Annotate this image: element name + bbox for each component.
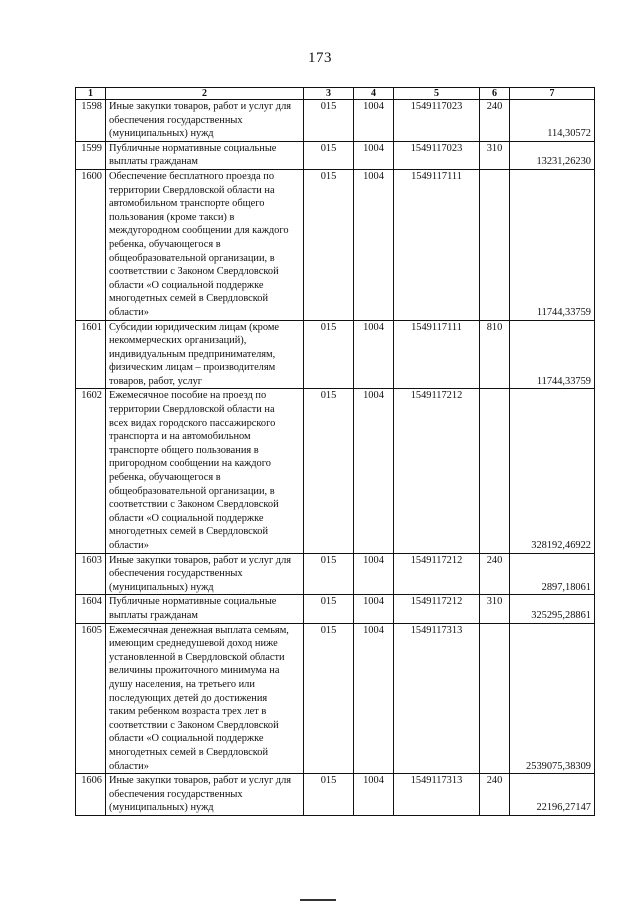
row-section-code: 1004	[354, 553, 394, 595]
row-name-line: области»	[109, 760, 149, 772]
row-name-line: (муниципальных) нужд	[109, 802, 214, 814]
row-name	[106, 623, 304, 774]
row-amount: 13231,26230	[510, 141, 595, 169]
row-expense-type	[480, 623, 510, 774]
row-number: 1600	[76, 169, 106, 320]
row-expense-type: 810	[480, 320, 510, 389]
table-row	[76, 141, 595, 169]
table-row	[76, 623, 595, 774]
row-name	[106, 389, 304, 553]
row-name-line: области «О социальной поддержке	[109, 279, 264, 291]
row-name-line: физическим лицам – производителям	[109, 362, 276, 374]
row-amount: 11744,33759	[510, 169, 595, 320]
row-target-code: 1549117212	[394, 553, 480, 595]
row-name-line: всех видах городского пассажирского	[109, 417, 276, 429]
table-row	[76, 169, 595, 320]
row-name-line: (муниципальных) нужд	[109, 128, 214, 140]
row-name-line: транспорта и на автомобильном	[109, 431, 251, 443]
table-row	[76, 595, 595, 623]
row-name-line: общеобразовательной организации, в	[109, 485, 275, 497]
row-section-code: 1004	[354, 100, 394, 142]
row-section-code: 1004	[354, 595, 394, 623]
row-amount: 325295,28861	[510, 595, 595, 623]
row-name	[106, 169, 304, 320]
row-name-line: обеспечения государственных	[109, 568, 243, 580]
table-row	[76, 774, 595, 816]
row-section-code: 1004	[354, 774, 394, 816]
row-name-line: имеющим среднедушевой доход ниже	[109, 638, 278, 650]
row-name-line: Иные закупки товаров, работ и услуг для	[109, 775, 292, 787]
row-name-line: области «О социальной поддержке	[109, 733, 264, 745]
col-header-6: 6	[480, 88, 510, 100]
row-name-line: транспорте общего пользования в	[109, 444, 259, 456]
row-section-code: 1004	[354, 389, 394, 553]
row-section-code: 1004	[354, 141, 394, 169]
row-amount: 2897,18061	[510, 553, 595, 595]
row-expense-type: 240	[480, 100, 510, 142]
row-name	[106, 553, 304, 595]
row-name	[106, 100, 304, 142]
row-number: 1601	[76, 320, 106, 389]
col-header-2: 2	[106, 88, 304, 100]
row-number: 1602	[76, 389, 106, 553]
row-number: 1604	[76, 595, 106, 623]
row-target-code: 1549117212	[394, 389, 480, 553]
row-name	[106, 595, 304, 623]
row-target-code: 1549117313	[394, 774, 480, 816]
row-name-line: (муниципальных) нужд	[109, 581, 214, 593]
row-name-line: величины прожиточного минимума на	[109, 665, 280, 677]
col-header-4: 4	[354, 88, 394, 100]
table-row	[76, 389, 595, 553]
row-expense-type: 310	[480, 141, 510, 169]
row-expense-type	[480, 169, 510, 320]
row-name-line: обеспечения государственных	[109, 788, 243, 800]
row-name-line: территории Свердловской области на	[109, 184, 275, 196]
row-target-code: 1549117023	[394, 141, 480, 169]
row-number: 1599	[76, 141, 106, 169]
row-name-line: некоммерческих организаций),	[109, 335, 247, 347]
row-name-line: пригородном сообщении на каждого	[109, 458, 271, 470]
row-target-code: 1549117023	[394, 100, 480, 142]
col-header-5: 5	[394, 88, 480, 100]
row-name-line: многодетных семей в Свердловской	[109, 746, 269, 758]
row-expense-type: 240	[480, 774, 510, 816]
row-amount: 328192,46922	[510, 389, 595, 553]
row-name-line: индивидуальным предпринимателям,	[109, 348, 276, 360]
row-name-line: Субсидии юридическим лицам (кроме	[109, 321, 280, 333]
row-name-line: автомобильном транспорте общего	[109, 198, 265, 210]
row-name-line: Публичные нормативные социальные	[109, 142, 277, 154]
row-name-line: соответствии с Законом Свердловской	[109, 499, 279, 511]
row-expense-type: 310	[480, 595, 510, 623]
row-expense-type	[480, 389, 510, 553]
table-row	[76, 553, 595, 595]
row-name-line: Иные закупки товаров, работ и услуг для	[109, 101, 292, 112]
row-name	[106, 320, 304, 389]
row-name-line: территории Свердловской области на	[109, 404, 275, 416]
row-name-line: Иные закупки товаров, работ и услуг для	[109, 554, 292, 566]
row-name-line: обеспечения государственных	[109, 114, 243, 126]
page-number: 173	[308, 50, 332, 66]
col-header-3: 3	[304, 88, 354, 100]
row-ministry-code: 015	[304, 774, 354, 816]
row-target-code: 1549117212	[394, 595, 480, 623]
header-row	[76, 88, 595, 100]
row-name-line: Ежемесячная денежная выплата семьям,	[109, 624, 289, 636]
row-ministry-code: 015	[304, 320, 354, 389]
row-ministry-code: 015	[304, 623, 354, 774]
row-number: 1603	[76, 553, 106, 595]
row-amount: 11744,33759	[510, 320, 595, 389]
row-name-line: пользования (кроме такси) в	[109, 211, 235, 223]
row-name-line: области»	[109, 306, 149, 318]
row-name-line: выплаты гражданам	[109, 609, 198, 621]
row-ministry-code: 015	[304, 595, 354, 623]
row-name-line: многодетных семей в Свердловской	[109, 526, 269, 538]
row-name-line: Обеспечение бесплатного проезда по	[109, 170, 275, 182]
row-ministry-code: 015	[304, 389, 354, 553]
row-name-line: области «О социальной поддержке	[109, 512, 264, 524]
row-number: 1606	[76, 774, 106, 816]
row-name-line: установленной в Свердловской области	[109, 651, 285, 663]
row-section-code: 1004	[354, 169, 394, 320]
row-target-code: 1549117111	[394, 169, 480, 320]
col-header-7: 7	[510, 88, 595, 100]
row-ministry-code: 015	[304, 169, 354, 320]
row-name-line: соответствии с Законом Свердловской	[109, 266, 279, 278]
page-edge-mark	[300, 899, 336, 904]
row-name-line: Ежемесячное пособие на проезд по	[109, 390, 267, 402]
row-section-code: 1004	[354, 623, 394, 774]
row-name-line: многодетных семей в Свердловской	[109, 293, 269, 305]
row-number: 1605	[76, 623, 106, 774]
table-row	[76, 100, 595, 142]
row-name-line: соответствии с Законом Свердловской	[109, 719, 279, 731]
row-name	[106, 774, 304, 816]
row-target-code: 1549117111	[394, 320, 480, 389]
col-header-1: 1	[76, 88, 106, 100]
row-number: 1598	[76, 100, 106, 142]
row-section-code: 1004	[354, 320, 394, 389]
row-name-line: выплаты гражданам	[109, 156, 198, 168]
row-name-line: ребенка, обучающегося в	[109, 238, 221, 250]
budget-table	[75, 87, 595, 816]
row-name-line: Публичные нормативные социальные	[109, 596, 277, 608]
row-ministry-code: 015	[304, 141, 354, 169]
row-name-line: ребенка, обучающегося в	[109, 472, 221, 484]
row-ministry-code: 015	[304, 100, 354, 142]
row-name-line: последующих детей до достижения	[109, 692, 268, 704]
row-target-code: 1549117313	[394, 623, 480, 774]
row-name-line: междугородном сообщении для каждого	[109, 225, 289, 237]
row-name-line: душу населения, на третьего или	[109, 678, 255, 690]
row-amount: 114,30572	[510, 100, 595, 142]
row-amount: 2539075,38309	[510, 623, 595, 774]
row-name-line: таким ребенком возраста трех лет в	[109, 706, 267, 718]
row-name	[106, 141, 304, 169]
row-expense-type: 240	[480, 553, 510, 595]
row-name-line: товаров, работ, услуг	[109, 375, 203, 387]
row-name-line: области»	[109, 540, 149, 551]
row-amount: 22196,27147	[510, 774, 595, 816]
row-name-line: общеобразовательной организации, в	[109, 252, 275, 264]
table-row	[76, 320, 595, 389]
row-ministry-code: 015	[304, 553, 354, 595]
